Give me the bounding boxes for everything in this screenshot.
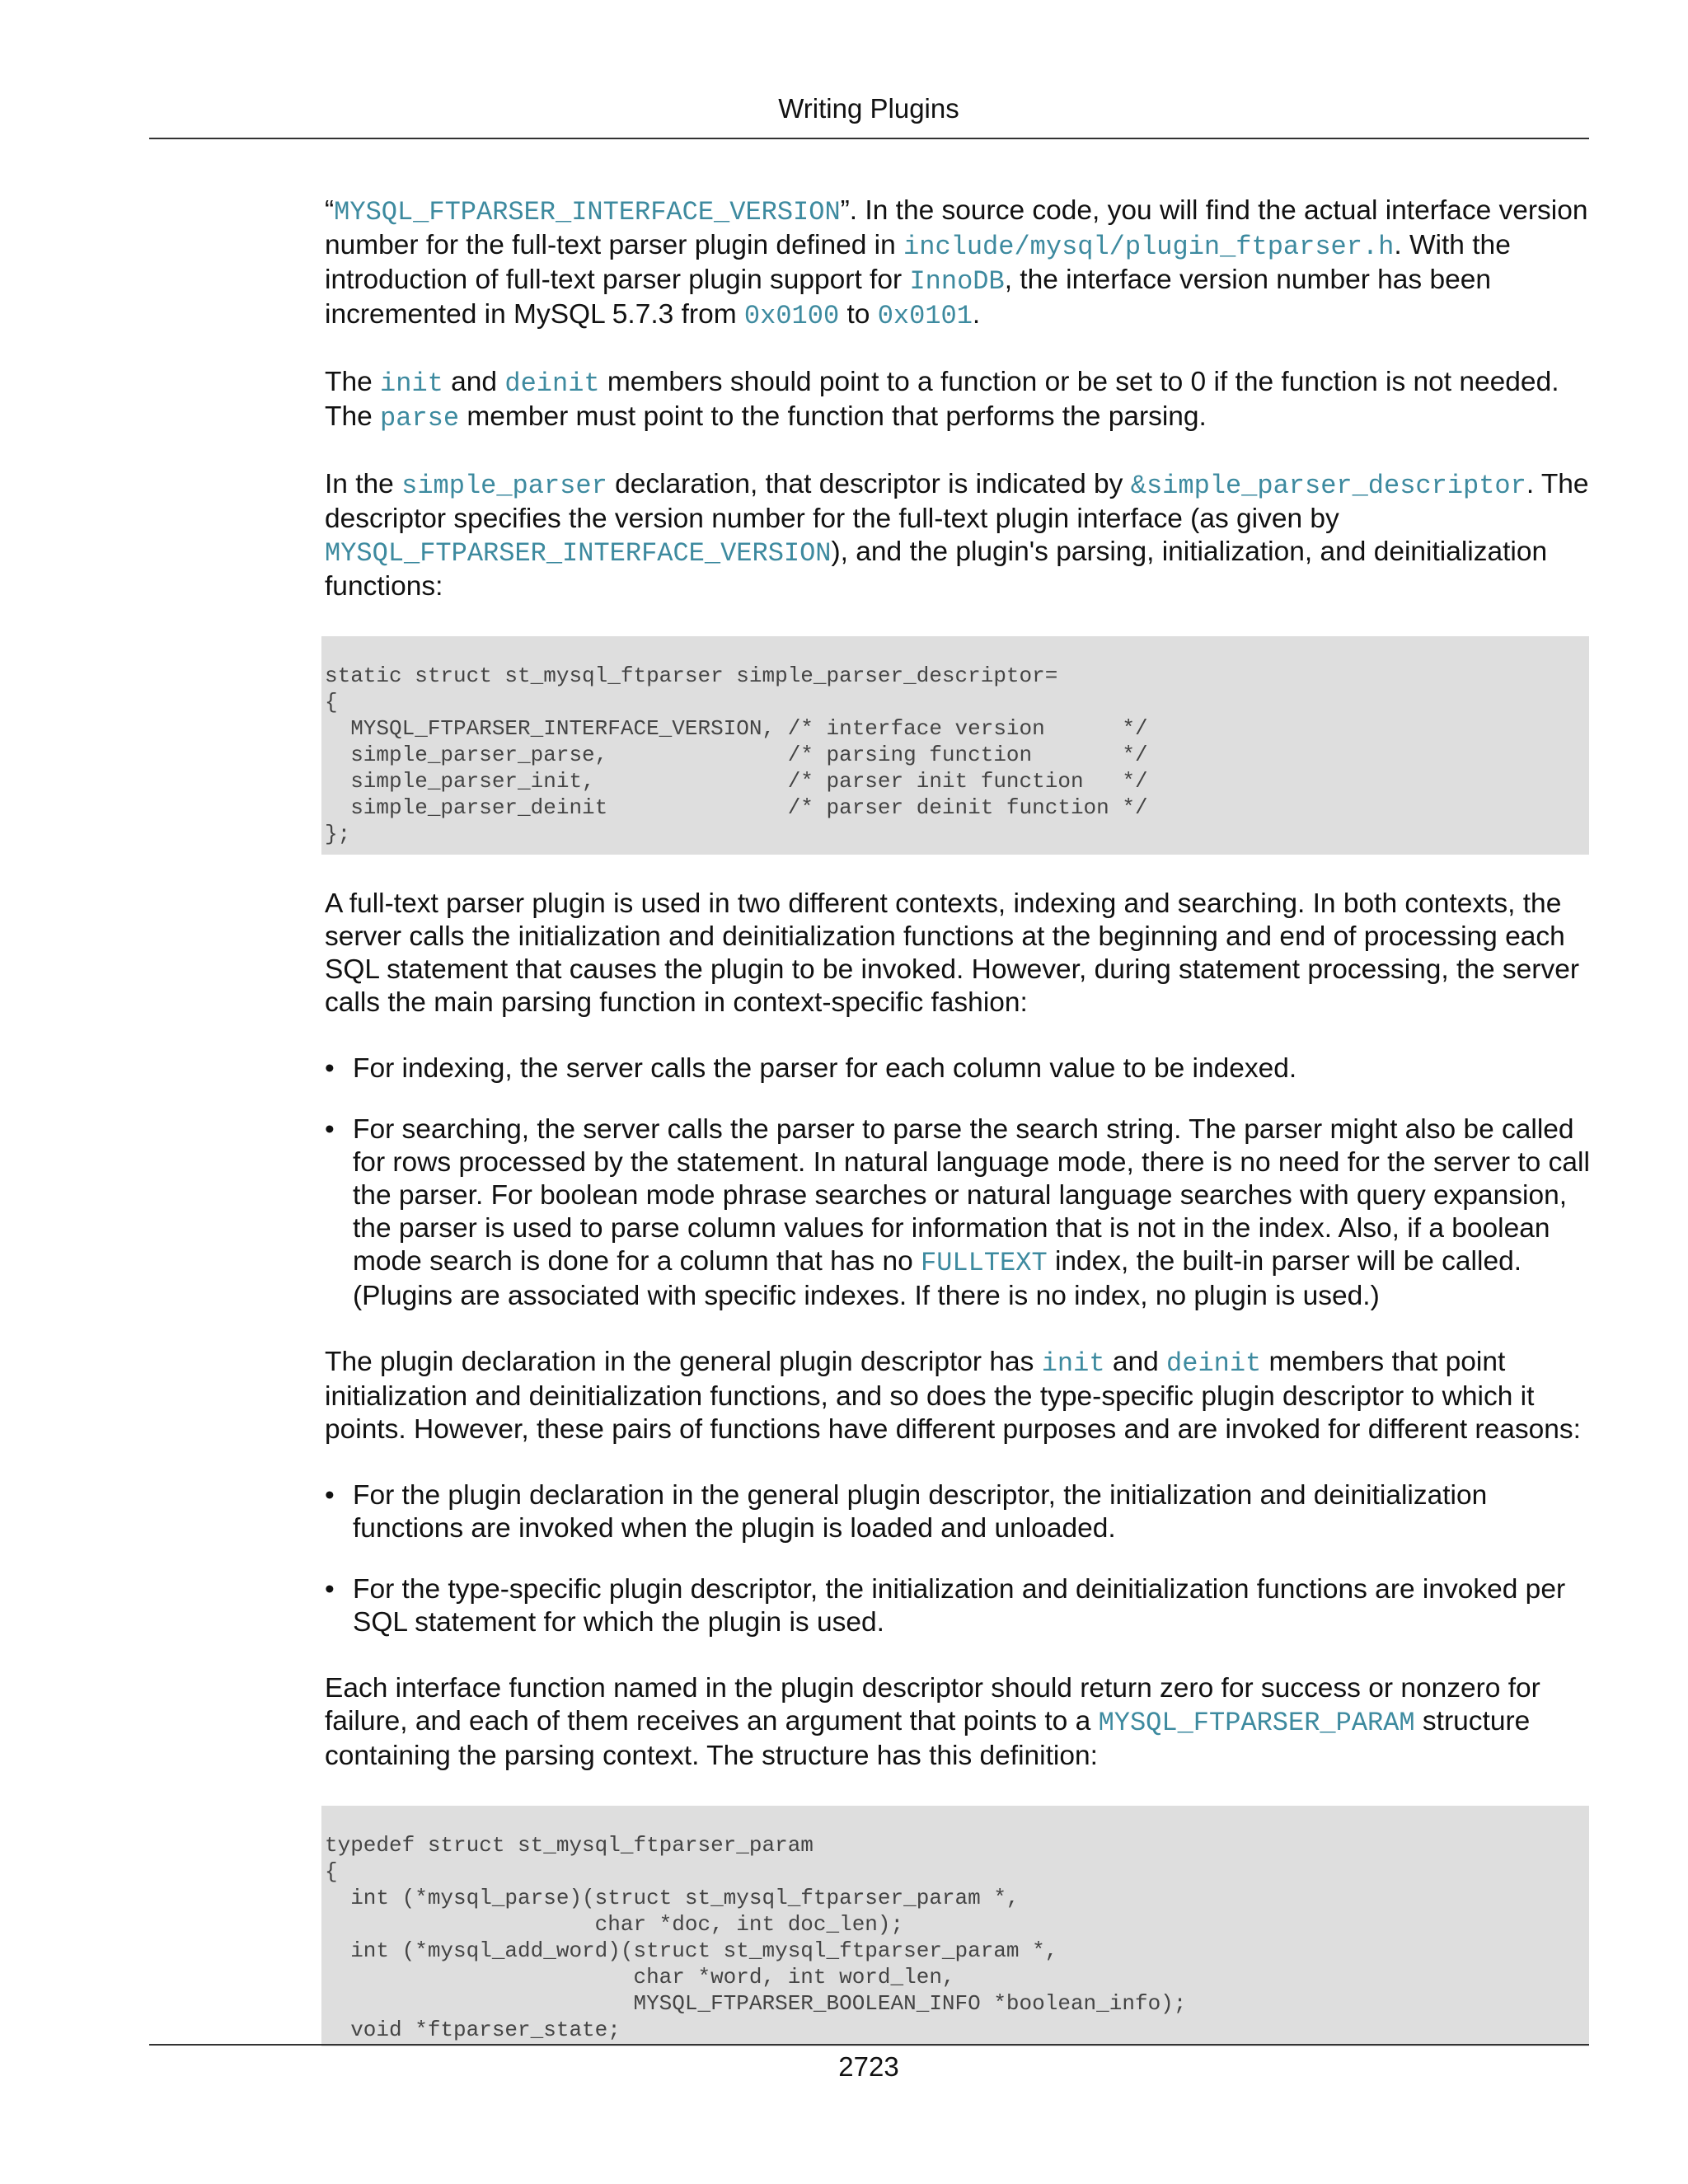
- paragraph-text: declaration, that descriptor is indicated by: [607, 469, 1131, 499]
- bullet-icon: •: [325, 1480, 335, 1511]
- inline-code: 0x0100: [743, 301, 840, 331]
- list-item: [325, 1479, 1594, 1545]
- paragraph-text: Each interface function named in the plugin descriptor should return zero for success or nonzero for failure, and each of them receives an argument that points to a: [325, 1673, 1540, 1736]
- list-item-text: For the plugin declaration in the general plugin descriptor, the initialization and deinitialization functions are invoked when the plugin is loaded and unloaded.: [353, 1480, 1488, 1544]
- inline-code: parse: [380, 403, 460, 434]
- inline-code: InnoDB: [909, 266, 1005, 297]
- paragraph-text: and: [443, 367, 505, 397]
- open-quote: “: [325, 195, 335, 226]
- list-item: [325, 1113, 1594, 1313]
- paragraph-text: member must point to the function that performs the parsing.: [459, 401, 1207, 432]
- paragraph-text: , the interface version number has been incremented in MySQL 5.7.3 from: [325, 265, 1492, 330]
- list-item: [325, 1573, 1594, 1639]
- inline-code: MYSQL_FTPARSER_PARAM: [1098, 1708, 1415, 1738]
- page-body: [325, 194, 1594, 2046]
- paragraph-descriptor: [325, 468, 1594, 603]
- header-rule: [149, 138, 1589, 139]
- list-item: [325, 1052, 1594, 1085]
- context-list: [325, 1052, 1594, 1313]
- inline-code: include/mysql/plugin_ftparser.h: [903, 232, 1395, 262]
- paragraph-text: . With the introduction of full-text parser plugin support for: [325, 230, 1511, 295]
- paragraph-interface-functions: [325, 1672, 1594, 1773]
- paragraph-text: The: [325, 367, 381, 397]
- inline-code: deinit: [504, 368, 600, 399]
- paragraph-text: members should point to a function or be set to 0 if the function is not needed. The: [325, 367, 1559, 432]
- running-header: Writing Plugins: [778, 93, 959, 124]
- paragraph-text: and: [1104, 1347, 1167, 1377]
- bullet-icon: •: [325, 1114, 335, 1145]
- inline-code: FULLTEXT: [921, 1248, 1048, 1278]
- purpose-list: [325, 1479, 1594, 1639]
- inline-code: MYSQL_FTPARSER_INTERFACE_VERSION: [334, 197, 841, 227]
- paragraph-text: In the: [325, 469, 402, 499]
- inline-code: init: [380, 368, 443, 399]
- bullet-icon: •: [325, 1053, 335, 1084]
- list-item-text: For searching, the server calls the parser to parse the search string. The parser might also be called for rows processed by the statement. In natural language mode, there is no need for the server to call the parser. For boolean mode phrase searches or natural language searches with query expansion, the parser is used to parse column values for information that is not in the index. Also, if a boolean mode search is done for a column that has no: [353, 1114, 1590, 1277]
- paragraph-text: ”. In the source code, you will find the actual interface version number for the full-text parser plugin defined in: [325, 195, 1588, 260]
- inline-code: &simple_parser_descriptor: [1130, 471, 1526, 501]
- list-item-text: For indexing, the server calls the parser for each column value to be indexed.: [353, 1053, 1297, 1084]
- paragraph-interface-version: [325, 194, 1594, 333]
- paragraph-text: The plugin declaration in the general plugin descriptor has: [325, 1347, 1042, 1377]
- page-number: 2723: [838, 2051, 899, 2082]
- inline-code: init: [1041, 1348, 1105, 1379]
- list-item-text: index, the built-in parser will be called. (Plugins are associated with specific indexes. If there is no index, no plugin is used.): [353, 1246, 1522, 1311]
- paragraph-plugin-declaration: [325, 1346, 1594, 1446]
- code-block-descriptor: static struct st_mysql_ftparser simple_parser_descriptor= { MYSQL_FTPARSER_INTERFACE_VERSION, /* interface version */ simple_parser_parse, /* parsing function */ simple_parser_init, /* parser init function */ simple_parser_deinit /* parser deinit function */ };: [321, 636, 1589, 855]
- inline-code: 0x0101: [877, 301, 973, 331]
- list-item-text: For the type-specific plugin descriptor, the initialization and deinitialization functions are invoked per SQL statement for which the plugin is used.: [353, 1574, 1566, 1638]
- paragraph-text: ), and the plugin's parsing, initialization, and deinitialization functions:: [325, 537, 1548, 602]
- paragraph-text: structure containing the parsing context. The structure has this definition:: [325, 1706, 1531, 1771]
- paragraph-text: members that point initialization and deinitialization functions, and so does the type-specific plugin descriptor to which it points. However, these pairs of functions have different purposes and are invoked for different reasons:: [325, 1347, 1581, 1445]
- paragraph-init-deinit: [325, 366, 1594, 435]
- paragraph-text: . The descriptor specifies the version number for the full-text plugin interface (as given by: [325, 469, 1589, 534]
- inline-code: MYSQL_FTPARSER_INTERFACE_VERSION: [325, 538, 832, 569]
- inline-code: deinit: [1166, 1348, 1262, 1379]
- bullet-icon: •: [325, 1574, 335, 1605]
- paragraph-contexts: A full-text parser plugin is used in two different contexts, indexing and searching. In both contexts, the server calls the initialization and deinitialization functions at the beginning and end of processing each SQL statement that causes the plugin to be invoked. However, during statement processing, the server calls the main parsing function in context-specific fashion:: [325, 888, 1579, 1018]
- paragraph-text: .: [972, 299, 981, 330]
- code-block-param-struct: typedef struct st_mysql_ftparser_param { int (*mysql_parse)(struct st_mysql_ftparser_param *, char *doc, int doc_len); int (*mysql_add_word)(struct st_mysql_ftparser_param *, char *word, int word_len, MYSQL_FTPARSER_BOOLEAN_INFO *boolean_info); void *ftparser_state;: [321, 1806, 1589, 2046]
- footer-rule: [149, 2044, 1589, 2046]
- paragraph-text: to: [839, 299, 878, 330]
- inline-code: simple_parser: [401, 471, 607, 501]
